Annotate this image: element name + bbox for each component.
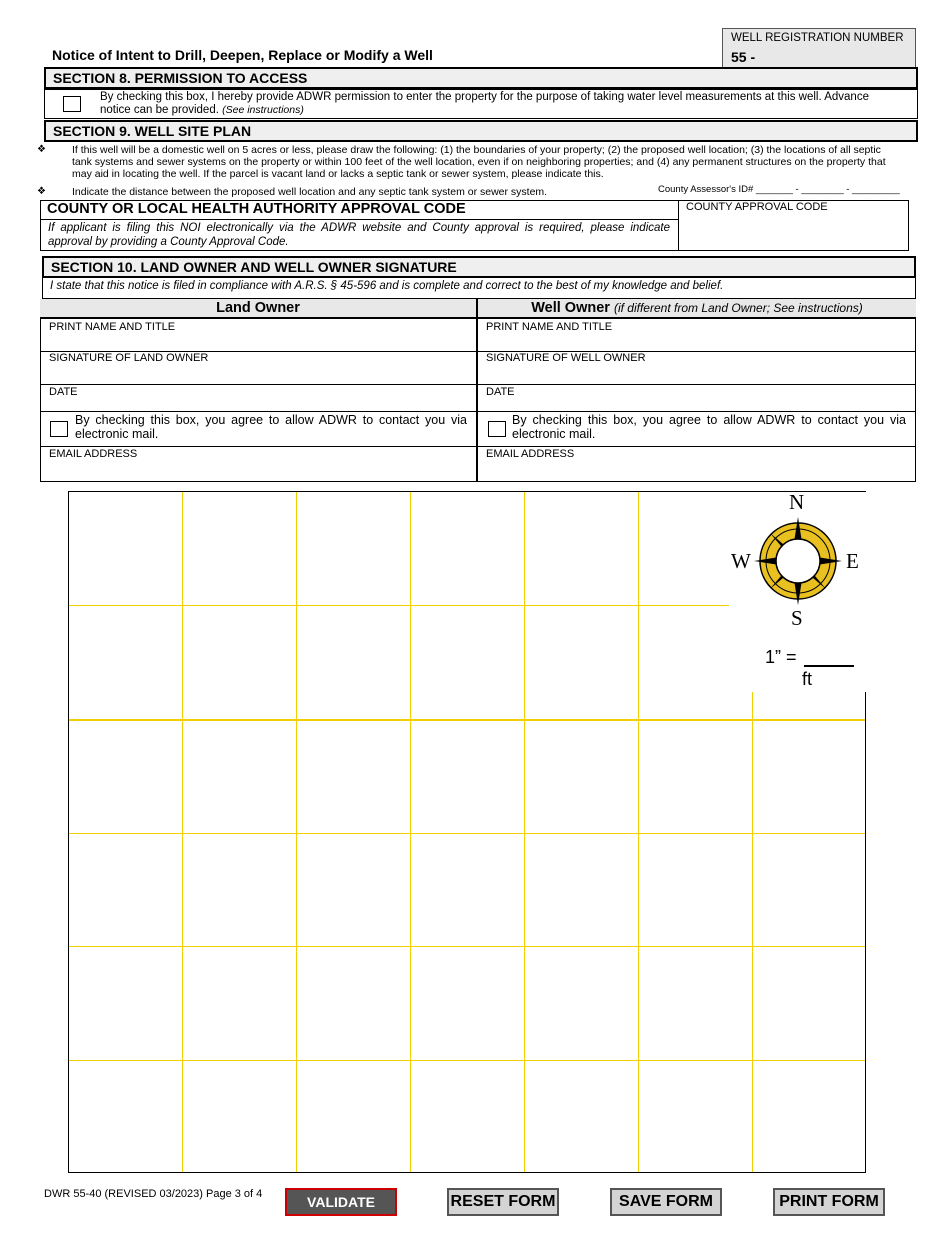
validate-form-button[interactable]: VALIDATE FORM	[285, 1188, 397, 1216]
land-email-consent-text: By checking this box, you agree to allow ADWR to contact you via electronic mail.	[75, 413, 467, 441]
well-owner-header: Well Owner (if different from Land Owner; See instructions)	[478, 299, 916, 319]
land-email-label: EMAIL ADDRESS	[49, 448, 138, 460]
access-permission-checkbox[interactable]	[63, 96, 81, 112]
divider	[40, 411, 916, 412]
grid-line	[69, 833, 865, 834]
bullet-icon: ❖	[37, 144, 46, 155]
land-date-label: DATE	[49, 386, 78, 398]
registration-label: WELL REGISTRATION NUMBER	[731, 32, 904, 44]
land-print-name-label: PRINT NAME AND TITLE	[49, 321, 176, 333]
well-signature-label: SIGNATURE OF WELL OWNER	[486, 352, 646, 364]
land-print-name-input[interactable]	[40, 334, 476, 351]
reset-form-button[interactable]: RESET FORM	[447, 1188, 559, 1216]
well-print-name-label: PRINT NAME AND TITLE	[486, 321, 613, 333]
section10-statement-row	[42, 278, 916, 299]
grid-line	[410, 492, 411, 1172]
site-plan-grid[interactable]	[68, 491, 866, 1173]
well-email-consent-checkbox[interactable]	[488, 421, 506, 437]
section8-body	[44, 89, 918, 119]
land-date-input[interactable]	[40, 399, 476, 411]
section10-statement: I state that this notice is filed in compliance with A.R.S. § 45-596 and is complete and correct to the best of my knowledge and belief.	[50, 280, 724, 292]
assessor-id: County Assessor's ID# _______ - ________ - _________	[658, 184, 900, 195]
section8-text: By checking this box, I hereby provide ADWR permission to enter the property for the purpose of taking water level measurements at this well. Advance notice can be provided. (See instructions)	[100, 91, 869, 116]
well-email-consent-text: By checking this box, you agree to allow ADWR to contact you via electronic mail.	[512, 413, 906, 441]
county-approval-text: If applicant is filing this NOI electronically via the ADWR website and County approval is required, please indicate approval by providing a County Approval Code.	[48, 222, 670, 248]
section9-instruction: If this well will be a domestic well on 5 acres or less, please draw the following: (1) the boundaries of your property; (2) the proposed well location; (3) the locations of all septic tank systems and sewer systems on the property or within 100 feet of the well location, even if on neighboring properties; and (4) any permanent structures on the property that may aid in locating the well. If the parcel is vacant land or lacks a septic tank or sewer system, please indicate this.	[72, 144, 886, 180]
save-form-button[interactable]: SAVE FORM	[610, 1188, 722, 1216]
registration-number[interactable]: 55 -	[731, 49, 756, 65]
land-email-consent-checkbox[interactable]	[50, 421, 68, 437]
land-email-input[interactable]	[40, 461, 476, 481]
divider	[40, 446, 916, 447]
compass-south-label: S	[791, 606, 803, 630]
well-date-label: DATE	[486, 386, 515, 398]
scale-input[interactable]	[804, 648, 854, 664]
well-date-input[interactable]	[478, 399, 916, 411]
well-email-input[interactable]	[478, 461, 916, 481]
grid-line	[296, 492, 297, 1172]
grid-line	[69, 946, 865, 947]
bullet-icon: ❖	[37, 186, 46, 197]
land-signature-label: SIGNATURE OF LAND OWNER	[49, 352, 209, 364]
county-approval-code-input[interactable]	[686, 216, 904, 246]
land-signature-input[interactable]	[40, 366, 476, 383]
grid-line	[182, 492, 183, 1172]
well-signature-input[interactable]	[478, 366, 916, 383]
section10-heading: SECTION 10. LAND OWNER AND WELL OWNER SIGNATURE	[42, 256, 916, 278]
assessor-id-input[interactable]: _______ - ________ - _________	[755, 184, 900, 195]
compass-north-label: N	[789, 490, 805, 514]
grid-line	[69, 719, 865, 721]
grid-line	[524, 492, 525, 1172]
scale-blank-line	[804, 665, 854, 667]
section9-distance-instruction: Indicate the distance between the proposed well location and any septic tank system or sewer system.	[72, 186, 548, 198]
scale-unit: ft	[802, 669, 813, 689]
grid-line	[638, 492, 639, 1172]
compass-rose-icon	[752, 515, 844, 607]
county-approval-code-label: COUNTY APPROVAL CODE	[686, 201, 828, 213]
compass-east-label: E	[846, 549, 859, 573]
divider	[40, 384, 916, 385]
section8-heading: SECTION 8. PERMISSION TO ACCESS	[44, 67, 918, 89]
form-title: Notice of Intent to Drill, Deepen, Replace or Modify a Well	[52, 47, 433, 63]
compass-west-label: W	[731, 549, 751, 573]
divider	[476, 299, 478, 482]
form-id: DWR 55-40 (REVISED 03/2023) Page 3 of 4	[44, 1188, 263, 1200]
well-registration-box	[722, 28, 916, 68]
land-owner-header: Land Owner	[40, 299, 476, 319]
scale-label: 1” =	[765, 647, 797, 667]
well-email-label: EMAIL ADDRESS	[486, 448, 575, 460]
print-form-button[interactable]: PRINT FORM	[773, 1188, 885, 1216]
divider	[678, 200, 679, 251]
county-approval-heading: COUNTY OR LOCAL HEALTH AUTHORITY APPROVAL CODE	[40, 200, 679, 220]
well-print-name-input[interactable]	[478, 334, 916, 351]
grid-line	[69, 1060, 865, 1061]
section9-heading: SECTION 9. WELL SITE PLAN	[44, 120, 918, 142]
